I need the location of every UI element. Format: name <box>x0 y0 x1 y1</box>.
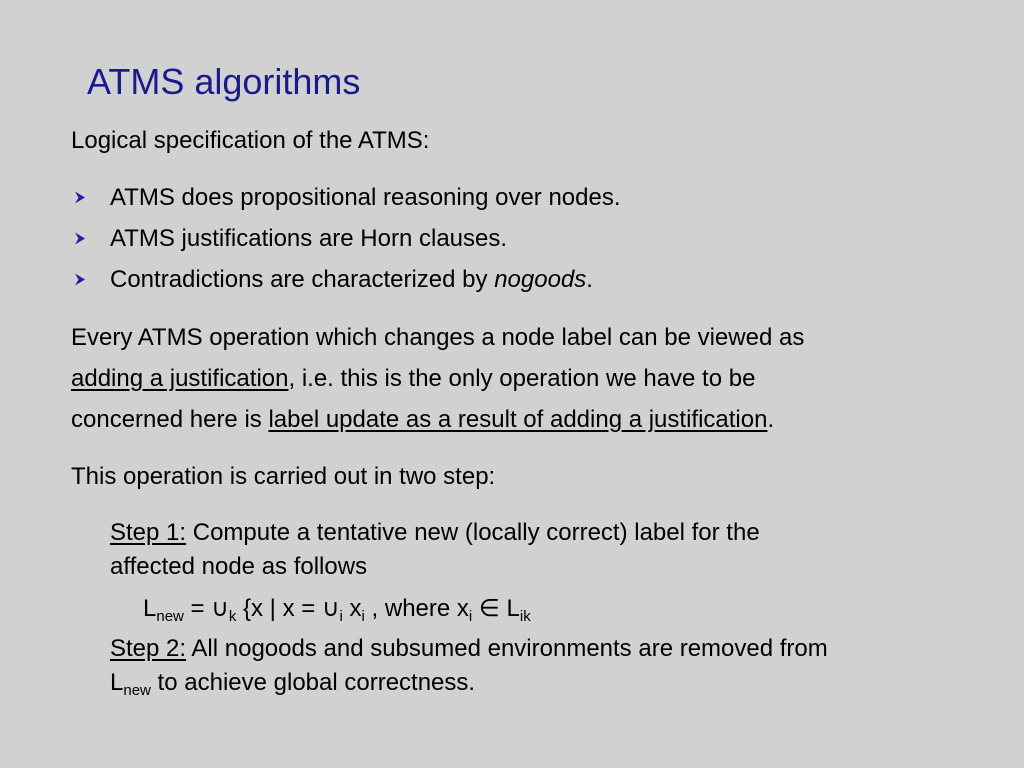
bullet-text: ATMS does propositional reasoning over nodes. <box>110 184 621 211</box>
formula-subscript: new <box>156 608 184 625</box>
paragraph-text: . <box>767 406 775 433</box>
paragraph-line <box>71 358 804 399</box>
bullet-item <box>71 218 621 259</box>
formula-subscript: k <box>228 608 237 625</box>
atms-operation-paragraph <box>71 317 804 440</box>
formula-symbol: x <box>342 595 362 622</box>
step-2-line <box>110 632 828 666</box>
slide-title: ATMS algorithms <box>87 61 361 102</box>
arrowhead-bullet-icon <box>74 218 88 259</box>
union-symbol: ∪ <box>321 595 340 622</box>
union-symbol: ∪ <box>211 595 229 622</box>
intro-paragraph: Logical specification of the ATMS: <box>71 127 430 154</box>
step-2-text: to achieve global correctness. <box>150 669 476 696</box>
paragraph-line: Every ATMS operation which changes a node label can be viewed as <box>71 324 805 351</box>
bullet-text-end: . <box>586 266 593 293</box>
element-of-symbol: ∈ <box>472 595 507 622</box>
formula-subscript: i <box>339 608 343 625</box>
formula-symbol: L <box>506 595 520 622</box>
formula-subscript: i <box>468 608 473 625</box>
bullet-emphasis: nogoods <box>494 266 587 293</box>
underlined-phrase: label update as a result of adding a justification <box>268 406 768 433</box>
label-formula <box>143 592 531 626</box>
formula-symbol: L <box>110 669 124 696</box>
bullet-item <box>71 177 621 218</box>
paragraph-text: , i.e. this is the only operation we have to be <box>288 365 756 392</box>
step-1-text: Compute a tentative new (locally correct) label for the <box>186 519 760 546</box>
formula-subscript: i <box>361 608 365 625</box>
paragraph-line <box>71 399 804 440</box>
arrowhead-bullet-icon <box>74 259 88 300</box>
step-1-line: affected node as follows <box>110 553 368 580</box>
bullet-text: Contradictions are characterized by <box>110 266 495 293</box>
step-1 <box>110 516 760 584</box>
formula-symbol: , where x <box>364 595 469 622</box>
formula-symbol: {x | x = <box>236 595 322 622</box>
operation-paragraph: This operation is carried out in two step: <box>71 463 496 490</box>
formula-subscript: new <box>123 682 151 699</box>
step-1-label: Step 1: <box>110 519 187 546</box>
bullet-item <box>71 259 621 300</box>
formula-subscript: ik <box>519 608 531 625</box>
formula-symbol: = <box>183 595 212 622</box>
paragraph-text: concerned here is <box>71 406 269 433</box>
bullet-list <box>71 177 621 300</box>
bullet-text: ATMS justifications are Horn clauses. <box>110 225 508 252</box>
arrowhead-bullet-icon <box>74 177 88 218</box>
step-2-line <box>110 666 828 700</box>
step-2-label: Step 2: <box>110 635 187 662</box>
formula-symbol: L <box>143 595 157 622</box>
step-2-text: All nogoods and subsumed environments are removed from <box>186 635 828 662</box>
underlined-phrase: adding a justification <box>71 365 289 392</box>
step-1-line <box>110 516 760 550</box>
step-2 <box>110 632 828 700</box>
